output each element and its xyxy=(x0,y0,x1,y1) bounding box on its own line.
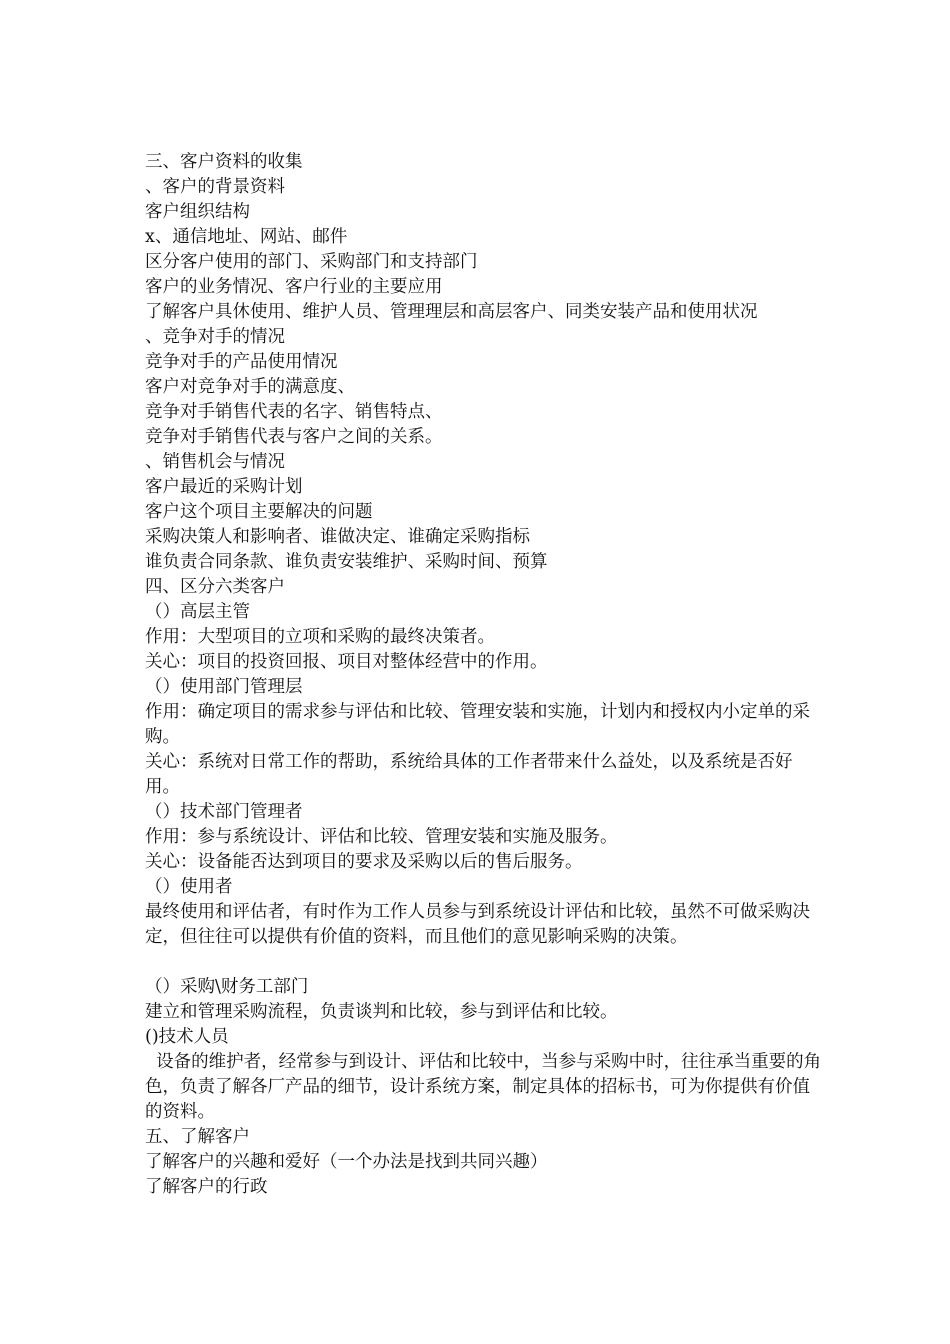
text-line: 作用：参与系统设计、评估和比较、管理安装和实施及服务。 xyxy=(145,827,618,847)
text-line: 客户这个项目主要解决的问题 xyxy=(145,502,373,522)
text-line: 作用：大型项目的立项和采购的最终决策者。 xyxy=(145,627,495,647)
section-heading-3: 三、客户资料的收集 xyxy=(145,152,303,172)
subheading-competitors: 、竞争对手的情况 xyxy=(145,327,285,347)
subheading-user-dept-management: （）使用部门管理层 xyxy=(145,677,303,697)
text-line: 采购决策人和影响者、谁做决定、谁确定采购指标 xyxy=(145,527,530,547)
text-paragraph: 关心：系统对日常工作的帮助，系统给具体的工作者带来什么益处，以及系统是否好用。 xyxy=(145,752,793,797)
subheading-background: 、客户的背景资料 xyxy=(145,177,285,197)
subheading-tech-dept-manager: （）技术部门管理者 xyxy=(145,802,303,822)
text-line: 竞争对手销售代表的名字、销售特点、 xyxy=(145,402,443,422)
text-line: 竞争对手的产品使用情况 xyxy=(145,352,338,372)
text-line: 了解客户的兴趣和爱好（一个办法是找到共同兴趣） xyxy=(145,1152,548,1172)
section-heading-4: 四、区分六类客户 xyxy=(145,577,285,597)
text-paragraph: 作用：确定项目的需求参与评估和比较、管理安装和实施，计划内和授权内小定单的采购。 xyxy=(145,702,810,747)
text-line: 区分客户使用的部门、采购部门和支持部门 xyxy=(145,252,478,272)
text-paragraph: 最终使用和评估者，有时作为工作人员参与到系统设计评估和比较，虽然不可做采购决定，但往往可以提供有价值的资料，而且他们的意见影响采购的决策。 xyxy=(145,902,810,947)
text-line: 关心：项目的投资回报、项目对整体经营中的作用。 xyxy=(145,652,548,672)
text-line: 客户最近的采购计划 xyxy=(145,477,303,497)
text-line: 关心：设备能否达到项目的要求及采购以后的售后服务。 xyxy=(145,852,583,872)
subheading-senior-management: （）高层主管 xyxy=(145,602,250,622)
blank-line xyxy=(145,950,825,975)
document-body xyxy=(145,150,825,1200)
text-line: 客户的业务情况、客户行业的主要应用 xyxy=(145,277,443,297)
subheading-users: （）使用者 xyxy=(145,877,233,897)
subheading-purchasing-finance: （）采购\财务工部门 xyxy=(145,977,309,997)
subheading-technical-staff: ()技术人员 xyxy=(145,1027,229,1047)
text-line: 谁负责合同条款、谁负责安装维护、采购时间、预算 xyxy=(145,552,548,572)
text-paragraph: 了解客户具休使用、维护人员、管理理层和高层客户、同类安装产品和使用状况 xyxy=(145,302,758,322)
subheading-sales-opportunity: 、销售机会与情况 xyxy=(145,452,285,472)
text-line: 客户对竞争对手的满意度、 xyxy=(145,377,355,397)
section-heading-5: 五、了解客户 xyxy=(145,1127,250,1147)
text-line: 建立和管理采购流程，负责谈判和比较，参与到评估和比较。 xyxy=(145,1002,618,1022)
text-line: 竞争对手销售代表与客户之间的关系。 xyxy=(145,427,443,447)
text-line: 客户组织结构 xyxy=(145,202,250,222)
text-line: x、通信地址、网站、邮件 xyxy=(145,227,348,247)
text-line: 了解客户的行政 xyxy=(145,1177,268,1197)
text-paragraph: 设备的维护者，经常参与到设计、评估和比较中，当参与采购中时，往往承当重要的角色，负责了解各厂产品的细节，设计系统方案，制定具体的招标书，可为你提供有价值的资料。 xyxy=(145,1052,822,1122)
